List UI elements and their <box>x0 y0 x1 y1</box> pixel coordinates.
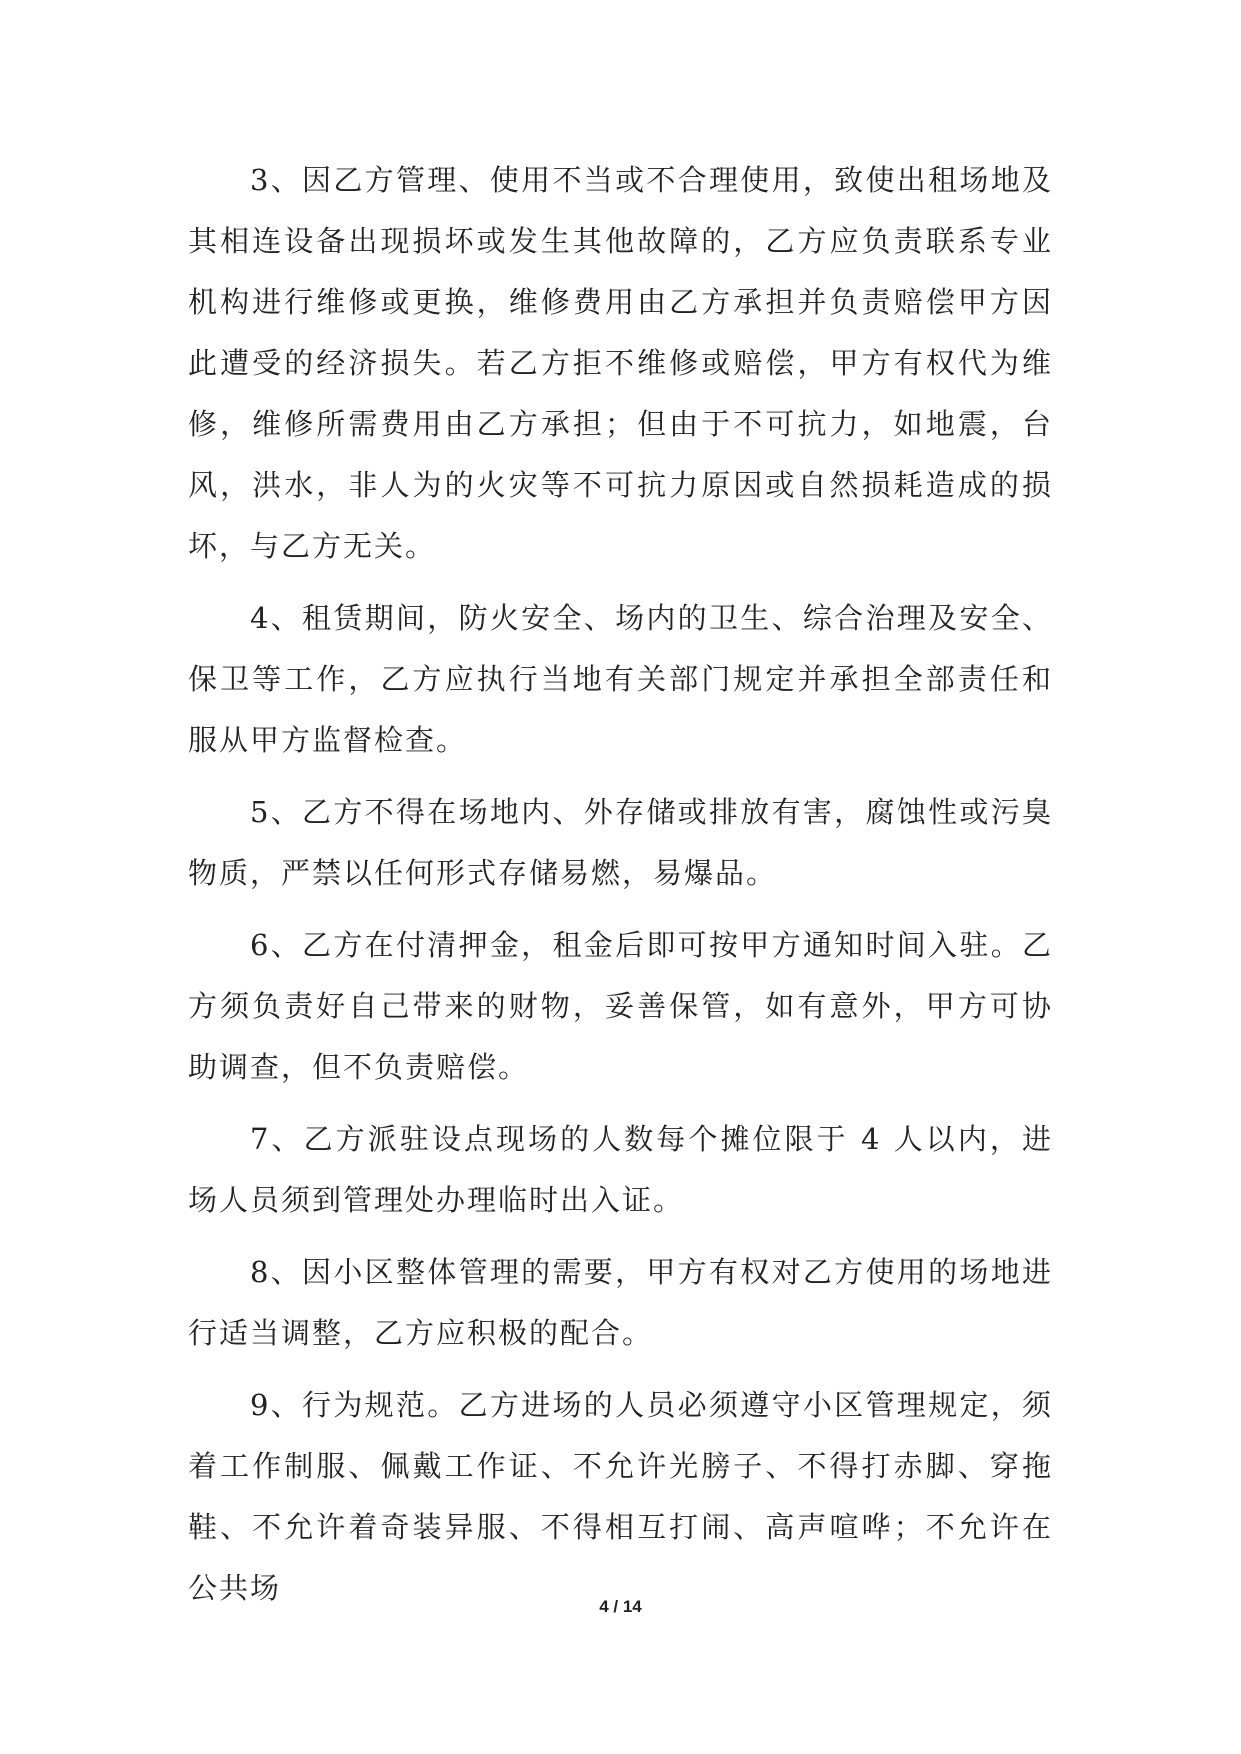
clause-6: 6、乙方在付清押金，租金后即可按甲方通知时间入驻。乙方须负责好自己带来的财物，妥善保管，如有意外，甲方可协助调查，但不负责赔偿。 <box>188 928 1053 1084</box>
clause-3: 3、因乙方管理、使用不当或不合理使用，致使出租场地及其相连设备出现损坏或发生其他故障的，乙方应负责联系专业机构进行维修或更换，维修费用由乙方承担并负责赔偿甲方因此遭受的经济损失。若乙方拒不维修或赔偿，甲方有权代为维修，维修所需费用由乙方承担；但由于不可抗力，如地震，台风，洪水，非人为的火灾等不可抗力原因或自然损耗造成的损坏，与乙方无关。 <box>188 163 1053 563</box>
clause-8: 8、因小区整体管理的需要，甲方有权对乙方使用的场地进行适当调整，乙方应积极的配合。 <box>188 1255 1053 1350</box>
clause-9: 9、行为规范。乙方进场的人员必须遵守小区管理规定，须着工作制服、佩戴工作证、不允许光膀子、不得打赤脚、穿拖鞋、不允许着奇装异服、不得相互打闹、高声喧哗；不允许在公共场 <box>188 1388 1053 1605</box>
document-body <box>188 150 1053 1630</box>
clause-4: 4、租赁期间，防火安全、场内的卫生、综合治理及安全、保卫等工作，乙方应执行当地有关部门规定并承担全部责任和服从甲方监督检查。 <box>188 601 1053 757</box>
page-number: 4 / 14 <box>599 1597 642 1616</box>
clause-5: 5、乙方不得在场地内、外存储或排放有害，腐蚀性或污臭物质，严禁以任何形式存储易燃，易爆品。 <box>188 795 1053 890</box>
clause-7: 7、乙方派驻设点现场的人数每个摊位限于 4 人以内，进场人员须到管理处办理临时出入证。 <box>188 1122 1053 1217</box>
